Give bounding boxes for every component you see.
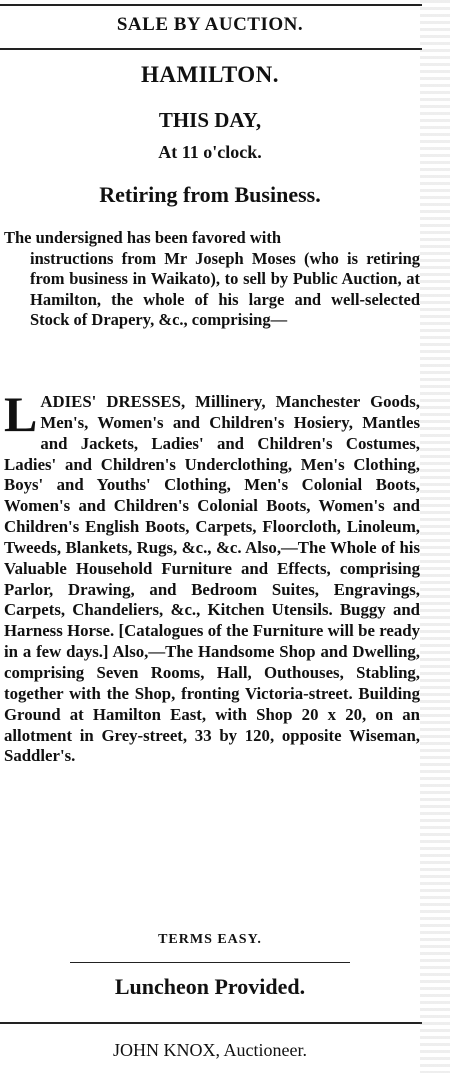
reason-heading: Retiring from Business. <box>99 182 321 207</box>
rule-above-auctioneer <box>0 1022 422 1024</box>
terms-line: TERMS EASY. <box>158 932 262 947</box>
intro-rest: instructions from Mr Joseph Moses (who is retiring from business in Waikato), to sell by Public Auction, at Hamilton, the whole of his large and well-selected Stock of Drapery, &c., comprising— <box>30 248 420 330</box>
rule-under-title <box>0 48 422 50</box>
intro-first-line: The undersigned has been favored with <box>4 228 282 247</box>
intro-paragraph <box>4 228 420 331</box>
lot-description <box>4 386 420 767</box>
luncheon-line: Luncheon Provided. <box>114 974 306 999</box>
top-rule <box>0 4 422 6</box>
drop-cap: L <box>4 386 38 442</box>
time-heading: At 11 o'clock. <box>158 142 262 162</box>
auctioneer-signature: JOHN KNOX, Auctioneer. <box>113 1040 307 1060</box>
print-bleed-edge <box>420 0 450 1073</box>
lot-description-text: ADIES' DRESSES, Millinery, Manchester Goods, Men's, Women's and Children's Hosiery, Mantles and Jackets, Ladies' and Children's Costumes, Ladies' and Children's Underclothing, Men's Clothing, Boys' and Youths' Clothing, Men's Colonial Boots, Women's and Children's Colonial Boots, Women's and Children's English Boots, Carpets, Floorcloth, Linoleum, Tweeds, Blankets, Rugs, &c., &c. Also,—The Whole of his Valuable Household Furniture and Effects, comprising Parlor, Drawing, and Bedroom Suites, Engravings, Carpets, Chandeliers, &c., Kitchen Utensils. Buggy and Harness Horse. [Catalogues of the Furniture will be ready in a few days.] Also,—The Handsome Shop and Dwelling, comprising Seven Rooms, Hall, Outhouses, Stabling, together with the Shop, fronting Victoria-street. Building Ground at Hamilton East, with Shop 20 x 20, on an allotment in Grey-street, 33 by 120, opposite Wiseman, Saddler's. <box>4 392 420 766</box>
place-heading: HAMILTON. <box>140 62 280 87</box>
day-heading: THIS DAY, <box>158 108 262 132</box>
rule-above-luncheon <box>70 962 350 963</box>
sale-title: SALE BY AUCTION. <box>116 14 304 35</box>
